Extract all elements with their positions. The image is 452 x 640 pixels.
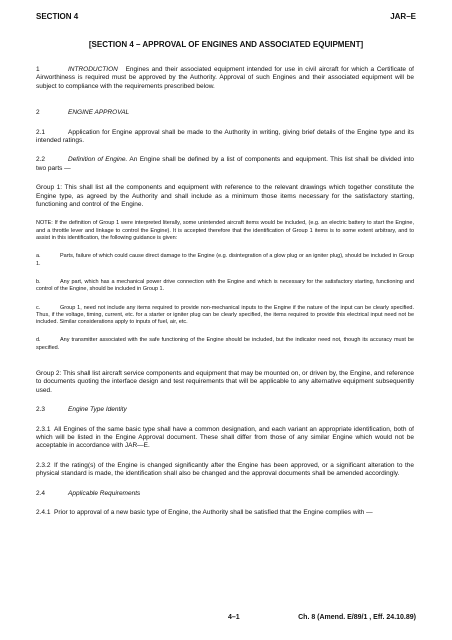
section-number: 2 xyxy=(36,109,40,117)
page-footer xyxy=(36,614,416,624)
paragraph-text: An Engine shall be defined by a list of components and equipment. This list shall be divided into two parts — xyxy=(36,156,414,172)
item-label: b. xyxy=(36,278,41,285)
paragraph-heading: Applicable Requirements xyxy=(68,489,141,497)
paragraph-introduction xyxy=(36,66,414,91)
guidance-item-a xyxy=(36,253,414,268)
paragraph-number: 2.3.2 xyxy=(36,461,51,469)
page-number: 4–1 xyxy=(228,614,240,621)
item-label: d. xyxy=(36,337,41,344)
item-text: Parts, failure of which could cause direct damage to the Engine (e.g. disintegration of a glow plug or an igniter plug), should be included in Group 1. xyxy=(36,253,414,267)
header-doc-code: JAR–E xyxy=(390,12,416,21)
guidance-item-b xyxy=(36,279,414,294)
paragraph-heading: Engine Type Identity xyxy=(68,406,127,414)
paragraph-number: 2.1 xyxy=(36,128,46,136)
paragraph-group-1: Group 1: This shall list all the components and equipment with reference to the relevant drawings which together constitute the Engine type, as agreed by the Authority and shall include as a minimum those items necessary for the satisfactory starting, functioning and control of the Engine. xyxy=(36,184,414,209)
paragraph-text: If the rating(s) of the Engine is changed significantly after the Engine has been approved, or a significant alteration to the physical standard is made, the identification shall also be changed and the approval documents shall be amended accordingly. xyxy=(36,461,414,478)
paragraph-2-1 xyxy=(36,129,414,146)
paragraph-2-3-1 xyxy=(36,426,414,451)
paragraph-2-2 xyxy=(36,156,414,173)
paragraph-text: Prior to approval of a new basic type of Engine, the Authority shall be satisfied that the Engine complies with — xyxy=(54,509,373,517)
section-heading: INTRODUCTION xyxy=(68,66,118,73)
header-section: SECTION 4 xyxy=(36,12,79,21)
item-text: Group 1, need not include any items required to provide non-mechanical inputs to the Engine if the nature of the input can be clearly specified. Thus, if the voltage, timing, current, etc. for a starter or igniter plug can be clearly specified, the items required to provide this electrical input need not be included. Similar considerations apply to inputs of fuel, air, etc. xyxy=(36,304,414,326)
paragraph-2-4-heading xyxy=(36,490,414,498)
paragraph-number: 2.3 xyxy=(36,406,46,414)
paragraph-group-2: Group 2: This shall list aircraft service components and equipment that may be mounted on, or driven by, the Engine, and reference to documents quoting the interface design and test requirements that will be applicable to any alternative equipment subsequently used. xyxy=(36,370,414,394)
paragraph-2-3-heading xyxy=(36,406,414,414)
guidance-item-c xyxy=(36,305,414,327)
paragraph-number: 2.2 xyxy=(36,156,46,164)
item-label: a. xyxy=(36,253,41,260)
section-title: [SECTION 4 – APPROVAL OF ENGINES AND ASSOCIATED EQUIPMENT] xyxy=(88,40,364,49)
paragraph-2-3-2 xyxy=(36,462,414,479)
amendment-info: Ch. 8 (Amend. E/89/1 , Eff. 24.10.89) xyxy=(298,614,416,621)
section-number: 1 xyxy=(36,66,40,73)
paragraph-number: 2.4.1 xyxy=(36,509,51,517)
guidance-item-d xyxy=(36,337,414,352)
document-body xyxy=(36,66,414,518)
item-text: Any transmitter associated with the safe functioning of the Engine should be included, but the indicator need not, though its accuracy must be specified. xyxy=(36,337,414,351)
paragraph-number: 2.4 xyxy=(36,489,46,497)
paragraph-text: Application for Engine approval shall be made to the Authority in writing, giving brief details of the Engine type and its intended ratings. xyxy=(36,128,414,145)
item-label: c. xyxy=(36,304,41,311)
note: NOTE: If the definition of Group 1 were interpreted literally, some unintended aircraft items would be included, (e.g. an electric battery to start the Engine, and a throttle lever and linkage to control the Engine). It is accepted therefore that the identification of Group 1 items is to some extent arbitrary, and to assist in this identification, the following guidance is given: xyxy=(36,220,414,242)
paragraph-2-4-1 xyxy=(36,509,414,517)
section-heading: ENGINE APPROVAL xyxy=(68,109,130,117)
item-text: Any part, which has a mechanical power drive connection with the Engine and which is necessary for the satisfactory starting, functioning and control of the Engine, should be included in Group 1. xyxy=(36,278,414,293)
paragraph-number: 2.3.1 xyxy=(36,425,51,433)
paragraph-heading: Definition of Engine. xyxy=(68,156,128,164)
paragraph-engine-approval-heading xyxy=(36,109,414,117)
paragraph-text: All Engines of the same basic type shall have a common designation, and each variant an appropriate identification, both of which will be listed in the Engine Approval document. These shall differ from those of any similar Engine which would not be acceptable in accordance with JAR—E. xyxy=(36,425,414,450)
section-text: Engines and their associated equipment intended for use in civil aircraft for which a Certificate of Airworthiness is required must be approved by the Authority. Approval of such Engines and their associated equipment will be subject to compliance with the requirements prescribed below. xyxy=(36,66,414,90)
